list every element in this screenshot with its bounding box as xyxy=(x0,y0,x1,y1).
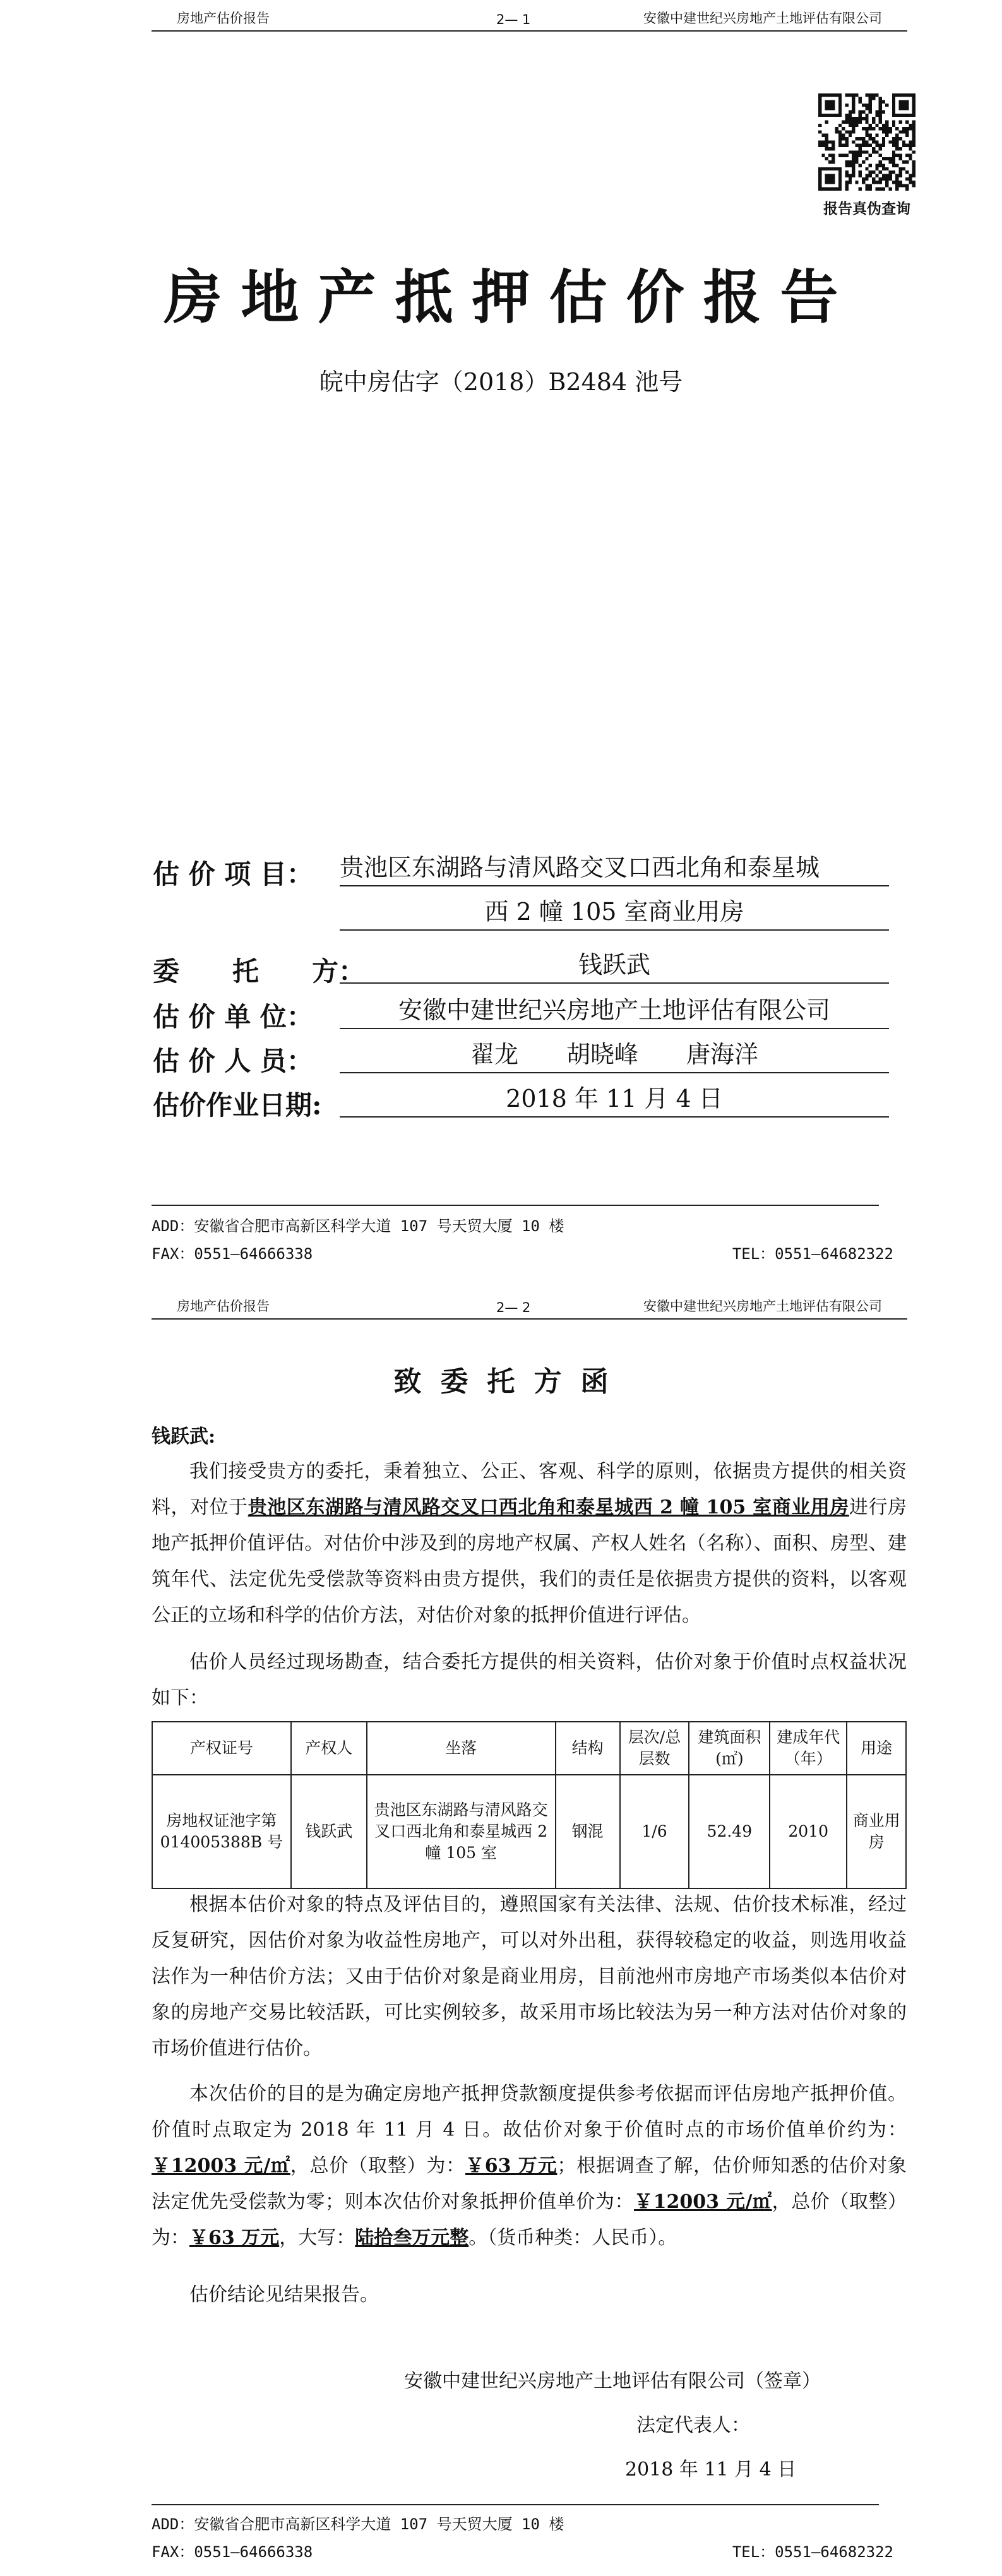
signature-representative: 法定代表人： xyxy=(636,2414,750,2436)
footer-tel: TEL：0551—64682322 xyxy=(732,1245,893,1263)
letter-paragraph-result: 本次估价的目的是为确定房地产抵押贷款额度提供参考依据而评估房地产抵押价值。价值时点取定为 2018 年 11 月 4 日。故估价对象于价值时点的市场价值单价约为：￥12003 元/㎡，总价（取整）为：￥63 万元；根据调查了解，估价师知悉的估价对象法定优先受偿款为零；则本次估价对象抵押价值单价为：￥12003 元/㎡，总价（取整）为：￥63 万元，大写：陆拾叁万元整。（货币种类：人民币）。 xyxy=(152,2083,907,2249)
table-cell-location: 贵池区东湖路与清风路交叉口西北角和泰星城西 2 幢 105 室 xyxy=(367,1775,556,1888)
header-page-number: 2— 2 xyxy=(496,1300,531,1315)
field-label-client: 委 托 方： xyxy=(153,956,366,987)
table-cell-area: 52.49 xyxy=(689,1775,770,1888)
field-value-project-line2: 西 2 幢 105 室商业用房 xyxy=(340,898,889,931)
field-label-project: 估 价 项 目： xyxy=(153,859,313,890)
table-header-cell: 结构 xyxy=(556,1722,620,1775)
qr-caption: 报告真伪查询 xyxy=(823,201,910,217)
letter-page xyxy=(0,1288,1002,2576)
header-firm-name: 安徽中建世纪兴房地产土地评估有限公司 xyxy=(643,11,882,26)
footer-rule xyxy=(152,1205,879,1206)
letter-paragraph-method: 根据本估价对象的特点及评估目的，遵照国家有关法律、法规、估价技术标准，经过反复研究，因估价对象为收益性房地产，可以对外出租，获得较稳定的收益，则选用收益法作为一种估价方法；又由于估价对象是商业用房，目前池州市房地产市场类似本估价对象的房地产交易比较活跃，可比实例较多，故采用市场比较法为另一种方法对估价对象的市场价值进行估价。 xyxy=(152,1893,907,2060)
table-cell-structure: 钢混 xyxy=(556,1775,620,1888)
table-header-row xyxy=(152,1722,906,1775)
letter-paragraph-intro: 我们接受贵方的委托，秉着独立、公正、客观、科学的原则，依据贵方提供的相关资料，对位于贵池区东湖路与清风路交叉口西北角和泰星城西 2 幢 105 室商业用房进行房地产抵押价值评估。对估价中涉及到的房地产权属、产权人姓名（名称）、面积、房型、建筑年代、法定优先受偿款等资料由贵方提供，我们的责任是依据贵方提供的资料，以客观公正的立场和科学的估价方法，对估价对象的抵押价值进行评估。 xyxy=(152,1460,907,1626)
field-value-appraisers: 翟龙 胡晓峰 唐海洋 xyxy=(340,1041,889,1073)
table-header-cell: 用途 xyxy=(847,1722,906,1775)
footer-tel: TEL：0551—64682322 xyxy=(732,2543,893,2561)
letter-heading: 致委托方函 xyxy=(393,1366,628,1398)
field-label-appraisers: 估 价 人 员： xyxy=(153,1046,313,1076)
field-label-date: 估价作业日期: xyxy=(153,1090,322,1121)
table-cell-year: 2010 xyxy=(770,1775,847,1888)
table-header-cell: 层次/总层数 xyxy=(620,1722,689,1775)
header-firm-name: 安徽中建世纪兴房地产土地评估有限公司 xyxy=(643,1299,882,1314)
field-value-date: 2018 年 11 月 4 日 xyxy=(340,1085,889,1118)
header-report-type: 房地产估价报告 xyxy=(177,1299,270,1314)
report-title: 房地产抵押估价报告 xyxy=(164,263,857,331)
field-value-firm: 安徽中建世纪兴房地产土地评估有限公司 xyxy=(340,996,889,1029)
qr-code-icon[interactable] xyxy=(818,93,916,191)
field-label-firm: 估 价 单 位： xyxy=(153,1001,313,1032)
footer-fax: FAX：0551—64666338 xyxy=(152,2543,313,2561)
footer-fax: FAX：0551—64666338 xyxy=(152,1245,313,1263)
table-cell-owner: 钱跃武 xyxy=(291,1775,367,1888)
header-report-type: 房地产估价报告 xyxy=(177,11,270,26)
report-number: 皖中房估字（2018）B2484 池号 xyxy=(319,368,683,396)
footer-address: ADD：安徽省合肥市高新区科学大道 107 号天贸大厦 10 楼 xyxy=(152,2515,564,2533)
letter-salutation: 钱跃武: xyxy=(152,1426,216,1448)
table-header-cell: 坐落 xyxy=(367,1722,556,1775)
field-value-client: 钱跃武 xyxy=(340,951,889,984)
property-table xyxy=(152,1721,907,1889)
letter-paragraph-conclusion: 估价结论见结果报告。 xyxy=(189,2284,379,2306)
signature-company: 安徽中建世纪兴房地产土地评估有限公司（签章） xyxy=(404,2370,821,2392)
header-page-number: 2— 1 xyxy=(496,12,531,27)
table-header-cell: 产权人 xyxy=(291,1722,367,1775)
field-value-project-line1: 贵池区东湖路与清风路交叉口西北角和泰星城 xyxy=(340,854,889,886)
page-header xyxy=(152,1297,907,1320)
signature-date: 2018 年 11 月 4 日 xyxy=(625,2459,797,2481)
table-cell-usage: 商业用房 xyxy=(847,1775,906,1888)
table-cell-certificate: 房地权证池字第 014005388B 号 xyxy=(152,1775,291,1888)
letter-paragraph-survey: 估价人员经过现场勘查，结合委托方提供的相关资料，估价对象于价值时点权益状况如下： xyxy=(152,1651,907,1709)
table-header-cell: 建成年代（年） xyxy=(770,1722,847,1775)
table-header-cell: 产权证号 xyxy=(152,1722,291,1775)
table-cell-floor: 1/6 xyxy=(620,1775,689,1888)
footer-address: ADD：安徽省合肥市高新区科学大道 107 号天贸大厦 10 楼 xyxy=(152,1217,564,1235)
table-header-cell: 建筑面积(㎡) xyxy=(689,1722,770,1775)
page-header xyxy=(152,9,907,32)
footer-rule xyxy=(152,2504,879,2505)
table-row xyxy=(152,1775,906,1888)
